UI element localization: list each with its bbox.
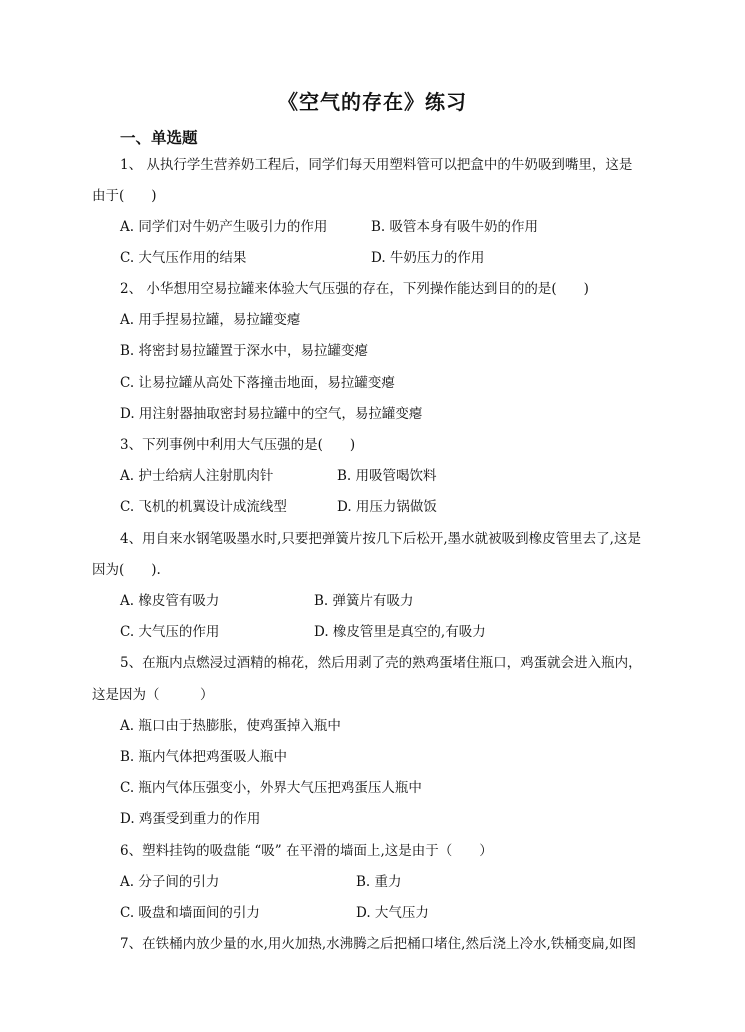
question-1-stem-cont: 由于( ) (92, 188, 157, 204)
question-4-stem-cont: 因为( ). (92, 562, 161, 578)
question-2-option-a: A. 用手捏易拉罐，易拉罐变瘪 (120, 312, 301, 328)
question-4-option-d: D. 橡皮管里是真空的,有吸力 (314, 624, 486, 640)
question-3-stem: 3、下列事例中利用大气压强的是( ) (120, 437, 356, 453)
question-1-option-a: A. 同学们对牛奶产生吸引力的作用 (120, 219, 328, 235)
question-3-option-d: D. 用压力锅做饭 (337, 499, 437, 515)
question-3-option-b: B. 用吸管喝饮料 (337, 468, 437, 484)
question-1-option-b: B. 吸管本身有吸牛奶的作用 (371, 219, 539, 235)
question-5-stem-cont: 这是因为（ ） (92, 687, 214, 703)
question-5-stem: 5、在瓶内点燃浸过酒精的棉花，然后用剥了壳的熟鸡蛋堵住瓶口，鸡蛋就会进入瓶内， (120, 655, 642, 671)
question-2-stem: 2、 小华想用空易拉罐来体验大气压强的存在，下列操作能达到目的的是( ) (120, 281, 589, 297)
question-6-option-a: A. 分子间的引力 (120, 874, 220, 890)
question-7-stem: 7、在铁桶内放少量的水,用火加热,水沸腾之后把桶口堵住,然后浇上冷水,铁桶变扁,如图 (120, 936, 637, 952)
section-heading: 一、单选题 (120, 128, 198, 147)
question-4-option-c: C. 大气压的作用 (120, 624, 220, 640)
page-title: 《空气的存在》练习 (278, 90, 467, 114)
question-5-option-a: A. 瓶口由于热膨胀，使鸡蛋掉入瓶中 (120, 718, 341, 734)
question-4-option-a: A. 橡皮管有吸力 (120, 593, 220, 609)
question-2-option-b: B. 将密封易拉罐置于深水中，易拉罐变瘪 (120, 343, 369, 359)
question-5-option-b: B. 瓶内气体把鸡蛋吸人瓶中 (120, 749, 288, 765)
question-1-stem: 1、 从执行学生营养奶工程后，同学们每天用塑料管可以把盒中的牛奶吸到嘴里，这是 (120, 157, 633, 173)
question-2-option-c: C. 让易拉罐从高处下落撞击地面，易拉罐变瘪 (120, 375, 395, 391)
question-4-stem: 4、用自来水钢笔吸墨水时,只要把弹簧片按几下后松开,墨水就被吸到橡皮管里去了,这是 (120, 531, 641, 547)
question-1-option-d: D. 牛奶压力的作用 (371, 250, 485, 266)
question-6-option-c: C. 吸盘和墙面间的引力 (120, 905, 260, 921)
question-3-option-a: A. 护士给病人注射肌肉针 (120, 468, 274, 484)
question-2-option-d: D. 用注射器抽取密封易拉罐中的空气，易拉罐变瘪 (120, 406, 423, 422)
question-5-option-c: C. 瓶内气体压强变小，外界大气压把鸡蛋压人瓶中 (120, 780, 422, 796)
question-6-option-d: D. 大气压力 (356, 905, 429, 921)
question-5-option-d: D. 鸡蛋受到重力的作用 (120, 811, 261, 827)
question-3-option-c: C. 飞机的机翼设计成流线型 (120, 499, 287, 515)
question-6-stem: 6、塑料挂钩的吸盘能 “吸” 在平滑的墙面上,这是由于（ ） (120, 843, 493, 859)
question-4-option-b: B. 弹簧片有吸力 (314, 593, 414, 609)
question-1-option-c: C. 大气压作用的结果 (120, 250, 247, 266)
question-6-option-b: B. 重力 (356, 874, 402, 890)
